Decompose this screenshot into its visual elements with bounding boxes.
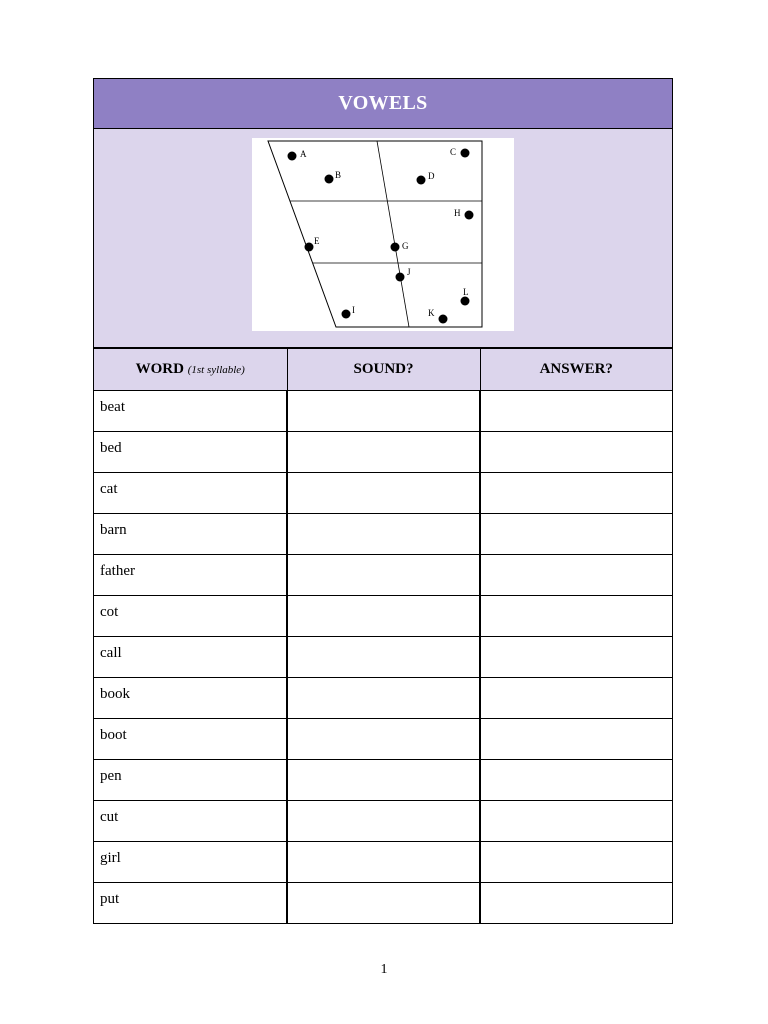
word-cell: cat xyxy=(94,472,287,513)
table-row xyxy=(94,636,672,677)
vowel-chart-panel xyxy=(94,129,672,349)
sound-cell[interactable] xyxy=(287,431,480,472)
word-cell: girl xyxy=(94,841,287,882)
header-word-sub: (1st syllable) xyxy=(187,363,245,376)
svg-text:D: D xyxy=(428,171,435,181)
word-cell: father xyxy=(94,554,287,595)
vowel-answer-table xyxy=(94,349,672,923)
vowel-point-l xyxy=(461,287,470,306)
header-sound: SOUND? xyxy=(287,349,480,390)
word-cell: book xyxy=(94,677,287,718)
answer-cell[interactable] xyxy=(480,759,672,800)
sound-cell[interactable] xyxy=(287,390,480,431)
header-word: WORD (1st syllable) xyxy=(94,349,287,390)
worksheet-title: VOWELS xyxy=(94,79,672,129)
table-row xyxy=(94,759,672,800)
table-row xyxy=(94,882,672,923)
vowel-point-k xyxy=(428,308,448,324)
answer-cell[interactable] xyxy=(480,390,672,431)
vowel-trapezoid-diagram xyxy=(252,138,514,331)
svg-text:E: E xyxy=(314,236,320,246)
answer-cell[interactable] xyxy=(480,800,672,841)
word-cell: call xyxy=(94,636,287,677)
sound-cell[interactable] xyxy=(287,841,480,882)
table-row xyxy=(94,554,672,595)
vowel-chart-outline xyxy=(268,141,482,327)
svg-text:I: I xyxy=(352,305,355,315)
vowel-point-e xyxy=(305,236,321,252)
answer-cell[interactable] xyxy=(480,513,672,554)
svg-text:H: H xyxy=(454,208,461,218)
sound-cell[interactable] xyxy=(287,759,480,800)
word-cell: cut xyxy=(94,800,287,841)
sound-cell[interactable] xyxy=(287,472,480,513)
table-row xyxy=(94,718,672,759)
svg-text:L: L xyxy=(463,287,469,297)
svg-text:A: A xyxy=(300,149,307,159)
svg-text:J: J xyxy=(407,267,411,277)
sound-cell[interactable] xyxy=(287,800,480,841)
central-divider xyxy=(377,141,409,327)
sound-cell[interactable] xyxy=(287,677,480,718)
word-cell: pen xyxy=(94,759,287,800)
table-header-row xyxy=(94,349,672,390)
page-number: 1 xyxy=(380,962,388,977)
vowels-worksheet xyxy=(93,78,673,924)
vowel-point-i xyxy=(342,305,356,319)
table-row xyxy=(94,800,672,841)
table-row xyxy=(94,390,672,431)
vowel-point-j xyxy=(396,267,412,282)
answer-cell[interactable] xyxy=(480,882,672,923)
sound-cell[interactable] xyxy=(287,636,480,677)
word-cell: cot xyxy=(94,595,287,636)
sound-cell[interactable] xyxy=(287,513,480,554)
sound-cell[interactable] xyxy=(287,595,480,636)
vowel-point-c xyxy=(450,147,470,158)
sound-cell[interactable] xyxy=(287,882,480,923)
svg-text:K: K xyxy=(428,308,435,318)
table-row xyxy=(94,841,672,882)
answer-cell[interactable] xyxy=(480,841,672,882)
svg-text:G: G xyxy=(402,241,409,251)
table-row xyxy=(94,513,672,554)
word-cell: bed xyxy=(94,431,287,472)
svg-text:C: C xyxy=(450,147,457,157)
vowel-point-a xyxy=(288,149,308,161)
word-cell: put xyxy=(94,882,287,923)
vowel-point-d xyxy=(417,171,436,185)
table-row xyxy=(94,677,672,718)
answer-cell[interactable] xyxy=(480,595,672,636)
sound-cell[interactable] xyxy=(287,554,480,595)
word-cell: boot xyxy=(94,718,287,759)
answer-cell[interactable] xyxy=(480,472,672,513)
answer-cell[interactable] xyxy=(480,718,672,759)
svg-text:B: B xyxy=(335,170,342,180)
header-answer: ANSWER? xyxy=(480,349,672,390)
answer-cell[interactable] xyxy=(480,636,672,677)
sound-cell[interactable] xyxy=(287,718,480,759)
answer-cell[interactable] xyxy=(480,677,672,718)
vowel-point-h xyxy=(454,208,474,220)
vowel-chart xyxy=(252,138,514,331)
answer-cell[interactable] xyxy=(480,431,672,472)
word-cell: beat xyxy=(94,390,287,431)
table-row xyxy=(94,595,672,636)
table-row xyxy=(94,472,672,513)
table-row xyxy=(94,431,672,472)
word-cell: barn xyxy=(94,513,287,554)
vowel-point-g xyxy=(391,241,410,252)
answer-cell[interactable] xyxy=(480,554,672,595)
vowel-point-b xyxy=(325,170,342,184)
